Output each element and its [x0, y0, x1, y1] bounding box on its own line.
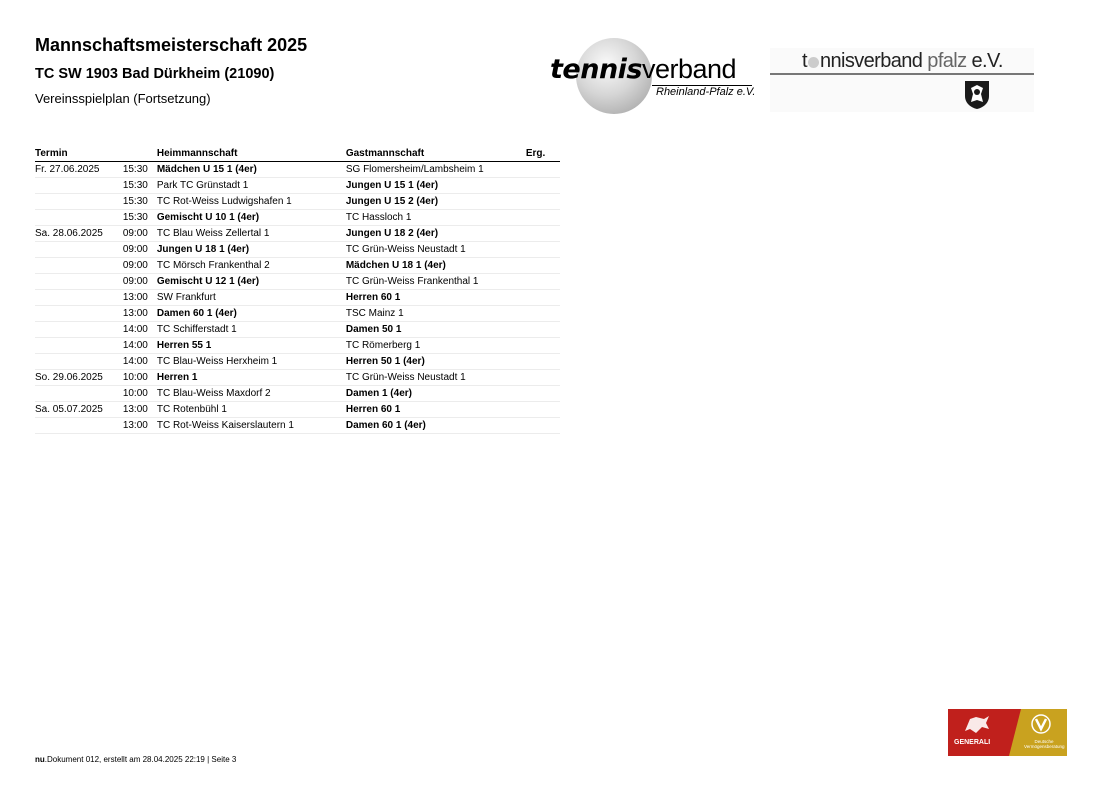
home-team: TC Rot-Weiss Ludwigshafen 1 [157, 194, 346, 210]
match-time: 09:00 [103, 226, 157, 242]
home-team: SW Frankfurt [157, 290, 346, 306]
table-row [35, 242, 560, 258]
match-result [526, 290, 560, 306]
table-row [35, 210, 560, 226]
match-time: 14:00 [103, 322, 157, 338]
match-time: 13:00 [103, 290, 157, 306]
table-row [35, 370, 560, 386]
match-time: 09:00 [103, 274, 157, 290]
match-result [526, 338, 560, 354]
tennis-ball-icon [808, 57, 819, 68]
table-row [35, 338, 560, 354]
home-team: Jungen U 18 1 (4er) [157, 242, 346, 258]
match-result [526, 306, 560, 322]
match-result [526, 322, 560, 338]
match-date [35, 242, 103, 258]
dvag-v-icon [1031, 714, 1051, 734]
match-time: 15:30 [103, 210, 157, 226]
tennisverband-pfalz-logo [770, 48, 1034, 112]
guest-team: TC Römerberg 1 [346, 338, 526, 354]
match-result [526, 210, 560, 226]
guest-team: SG Flomersheim/Lambsheim 1 [346, 162, 526, 178]
match-result [526, 226, 560, 242]
match-result [526, 194, 560, 210]
col-termin: Termin [35, 146, 103, 162]
page-title: Mannschaftsmeisterschaft 2025 [35, 35, 308, 55]
match-time: 13:00 [103, 418, 157, 434]
guest-team: Jungen U 15 1 (4er) [346, 178, 526, 194]
match-date [35, 258, 103, 274]
guest-team: Damen 60 1 (4er) [346, 418, 526, 434]
schedule-table [35, 146, 560, 434]
match-result [526, 354, 560, 370]
match-result [526, 258, 560, 274]
guest-team: TSC Mainz 1 [346, 306, 526, 322]
guest-team: Jungen U 15 2 (4er) [346, 194, 526, 210]
match-date [35, 274, 103, 290]
match-date: Fr. 27.06.2025 [35, 162, 103, 178]
home-team: Herren 1 [157, 370, 346, 386]
guest-team: TC Grün-Weiss Frankenthal 1 [346, 274, 526, 290]
home-team: Gemischt U 10 1 (4er) [157, 210, 346, 226]
match-date: Sa. 28.06.2025 [35, 226, 103, 242]
home-team: TC Rotenbühl 1 [157, 402, 346, 418]
match-time: 13:00 [103, 306, 157, 322]
footer-note: nu.Dokument 012, erstellt am 28.04.2025 22:19 | Seite 3 [35, 755, 237, 764]
match-date: Sa. 05.07.2025 [35, 402, 103, 418]
logo-divider [770, 73, 1034, 75]
table-header-row [35, 146, 560, 162]
guest-team: Herren 60 1 [346, 402, 526, 418]
tennisverband-wordmark: tennisverband [550, 54, 737, 85]
match-result [526, 242, 560, 258]
guest-team: Damen 50 1 [346, 322, 526, 338]
home-team: Mädchen U 15 1 (4er) [157, 162, 346, 178]
match-result [526, 370, 560, 386]
guest-team: Herren 50 1 (4er) [346, 354, 526, 370]
match-date [35, 354, 103, 370]
home-team: TC Blau-Weiss Maxdorf 2 [157, 386, 346, 402]
home-team: TC Blau Weiss Zellertal 1 [157, 226, 346, 242]
match-date [35, 418, 103, 434]
generali-logo: GENERALI [948, 709, 1021, 756]
home-team: Damen 60 1 (4er) [157, 306, 346, 322]
guest-team: Damen 1 (4er) [346, 386, 526, 402]
tennisverband-region: Rheinland-Pfalz e.V. [656, 86, 756, 98]
col-gastmannschaft: Gastmannschaft [346, 146, 526, 162]
match-time: 09:00 [103, 258, 157, 274]
match-time: 15:30 [103, 194, 157, 210]
club-name: TC SW 1903 Bad Dürkheim (21090) [35, 66, 275, 82]
home-team: Gemischt U 12 1 (4er) [157, 274, 346, 290]
match-date [35, 194, 103, 210]
guest-team: TC Grün-Weiss Neustadt 1 [346, 370, 526, 386]
tennisverband-rlp-logo [548, 36, 754, 116]
pfalz-wordmark: t nnisverband pfalz e.V. [802, 50, 1003, 72]
table-row [35, 258, 560, 274]
document-subtitle: Vereinsspielplan (Fortsetzung) [35, 91, 211, 106]
match-date [35, 386, 103, 402]
home-team: TC Rot-Weiss Kaiserslautern 1 [157, 418, 346, 434]
table-row [35, 178, 560, 194]
home-team: Park TC Grünstadt 1 [157, 178, 346, 194]
guest-team: TC Hassloch 1 [346, 210, 526, 226]
match-result [526, 178, 560, 194]
match-time: 13:00 [103, 402, 157, 418]
match-date [35, 338, 103, 354]
match-time: 14:00 [103, 338, 157, 354]
table-row [35, 226, 560, 242]
match-date: So. 29.06.2025 [35, 370, 103, 386]
match-date [35, 322, 103, 338]
home-team: TC Blau-Weiss Herxheim 1 [157, 354, 346, 370]
lion-icon [962, 713, 992, 737]
match-date [35, 306, 103, 322]
match-time: 15:30 [103, 178, 157, 194]
table-row [35, 290, 560, 306]
match-date [35, 210, 103, 226]
table-row [35, 322, 560, 338]
match-result [526, 162, 560, 178]
match-result [526, 418, 560, 434]
match-time: 15:30 [103, 162, 157, 178]
coat-of-arms-icon [964, 80, 990, 110]
match-time: 10:00 [103, 370, 157, 386]
guest-team: TC Grün-Weiss Neustadt 1 [346, 242, 526, 258]
guest-team: Herren 60 1 [346, 290, 526, 306]
match-time: 14:00 [103, 354, 157, 370]
table-row [35, 402, 560, 418]
table-row [35, 306, 560, 322]
table-row [35, 354, 560, 370]
match-result [526, 386, 560, 402]
sponsor-logo: GENERALI Deutsche Vermögensberatung [948, 709, 1067, 756]
match-date [35, 290, 103, 306]
match-time: 10:00 [103, 386, 157, 402]
table-row [35, 194, 560, 210]
match-time: 09:00 [103, 242, 157, 258]
guest-team: Mädchen U 18 1 (4er) [346, 258, 526, 274]
table-row [35, 162, 560, 178]
home-team: TC Mörsch Frankenthal 2 [157, 258, 346, 274]
table-row [35, 274, 560, 290]
match-result [526, 274, 560, 290]
guest-team: Jungen U 18 2 (4er) [346, 226, 526, 242]
col-ergebnis: Erg. [526, 146, 560, 162]
home-team: Herren 55 1 [157, 338, 346, 354]
table-row [35, 386, 560, 402]
home-team: TC Schifferstadt 1 [157, 322, 346, 338]
match-result [526, 402, 560, 418]
match-date [35, 178, 103, 194]
table-row [35, 418, 560, 434]
col-heimmannschaft: Heimmannschaft [157, 146, 346, 162]
